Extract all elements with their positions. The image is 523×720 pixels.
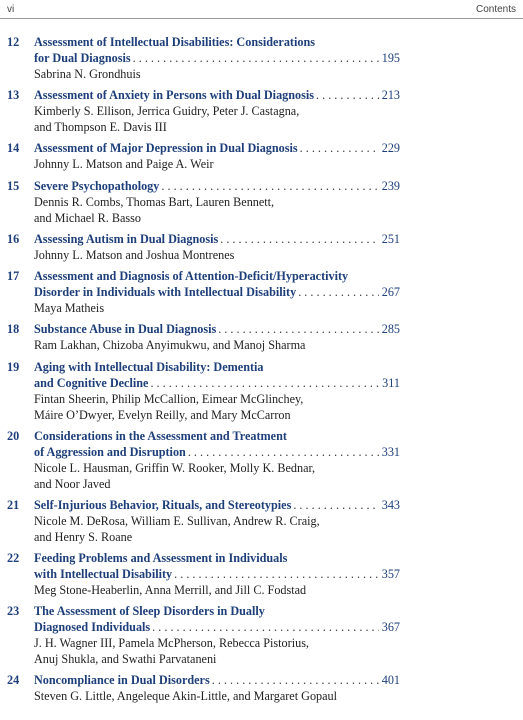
author-line: Kimberly S. Ellison, Jerrica Guidry, Peter J. Castagna, [34,104,300,118]
page-number-link[interactable]: 267 [381,285,400,299]
toc-entry[interactable] [7,550,517,598]
chapter-title-text: Assessment of Anxiety in Persons with Dual Diagnosis [34,88,314,102]
dot-leader [133,50,379,66]
author-line: Anuj Shukla, and Swathi Parvataneni [34,652,217,666]
chapter-title-line[interactable] [34,140,400,156]
author-line: Steven G. Little, Angeleque Akin-Little, and Margaret Gopaul [34,689,338,703]
chapter-number: 16 [7,232,20,246]
dot-leader [316,87,379,103]
author-line: Sabrina N. Grondhuis [34,67,141,81]
page-number-link[interactable]: 367 [381,620,400,634]
dot-leader [161,178,378,194]
chapter-title-text: Self-Injurious Behavior, Rituals, and Stereotypies [34,498,292,512]
toc-entry[interactable] [7,87,517,135]
author-line: Nicole L. Hausman, Griffin W. Rooker, Molly K. Bednar, [34,461,316,475]
author-line: and Henry S. Roane [34,530,133,544]
author-line: Fintan Sheerin, Philip McCallion, Eimear McGlinchey, [34,392,304,406]
author-line: and Michael R. Basso [34,211,141,225]
author-line: Maya Matheis [34,301,105,315]
toc-entry[interactable] [7,359,517,423]
chapter-number: 23 [7,604,20,618]
chapter-title-text: Diagnosed Individuals [34,620,151,634]
chapter-number: 19 [7,360,20,374]
author-line: Nicole M. DeRosa, William E. Sullivan, Andrew R. Craig, [34,514,320,528]
author-line: Johnny L. Matson and Paige A. Weir [34,157,214,171]
author-line: and Thompson E. Davis III [34,120,167,134]
chapter-title-line[interactable]: Aging with Intellectual Disability: Dementia [34,360,264,374]
page-number-link[interactable]: 239 [381,179,400,193]
chapter-title-text: and Cognitive Decline [34,376,149,390]
page-number-link[interactable]: 195 [381,51,400,65]
page-number-link[interactable]: 285 [381,322,400,336]
chapter-title-line[interactable] [34,672,400,688]
dot-leader [150,375,379,391]
toc-entry[interactable] [7,672,517,704]
author-line: and Noor Javed [34,477,111,491]
chapter-title-text: Assessing Autism in Dual Diagnosis [34,232,219,246]
dot-leader [293,497,378,513]
chapter-title-line[interactable] [34,375,400,391]
chapter-title-text: Assessment of Major Depression in Dual Diagnosis [34,141,298,155]
chapter-number: 18 [7,322,20,336]
dot-leader [220,231,379,247]
chapter-title-line[interactable] [34,284,400,300]
chapter-title-line[interactable]: Assessment of Intellectual Disabilities: Considerations [34,35,315,49]
page-number-link[interactable]: 357 [381,567,400,581]
page-number-link[interactable]: 311 [382,376,400,390]
chapter-title-text: with Intellectual Disability [34,567,173,581]
dot-leader [218,321,379,337]
chapter-title-line[interactable] [34,87,400,103]
chapter-number: 13 [7,88,20,102]
dot-leader [212,672,379,688]
chapter-title-line[interactable]: Feeding Problems and Assessment in Individuals [34,551,288,565]
chapter-title-line[interactable]: Considerations in the Assessment and Treatment [34,429,287,443]
chapter-title-text: for Dual Diagnosis [34,51,131,65]
chapter-title-line[interactable] [34,178,400,194]
chapter-number: 20 [7,429,20,443]
toc-entry[interactable] [7,140,517,172]
toc-entry[interactable] [7,497,517,545]
chapter-number: 21 [7,498,20,512]
running-header: Contents [475,4,516,15]
page-number-link[interactable]: 401 [381,673,400,687]
chapter-title-line[interactable] [34,566,400,582]
author-line: Johnny L. Matson and Joshua Montrenes [34,248,235,262]
chapter-number: 12 [7,35,20,49]
chapter-title-text: Disorder in Individuals with Intellectual Disability [34,285,297,299]
chapter-title-text: of Aggression and Disruption [34,445,186,459]
toc-entry[interactable] [7,231,517,263]
author-line: Ram Lakhan, Chizoba Anyimukwu, and Manoj Sharma [34,338,306,352]
author-line: Meg Stone-Heaberlin, Anna Merrill, and Jill C. Fodstad [34,583,307,597]
chapter-number: 17 [7,269,20,283]
chapter-number: 22 [7,551,20,565]
toc-entry[interactable] [7,321,517,353]
chapter-title-line[interactable] [34,497,400,513]
table-of-contents [7,34,517,704]
dot-leader [300,140,379,156]
chapter-title-line[interactable] [34,50,400,66]
chapter-number: 24 [7,673,20,687]
chapter-number: 14 [7,141,20,155]
page-number: vi [7,4,15,15]
page-number-link[interactable]: 343 [381,498,400,512]
dot-leader [174,566,379,582]
toc-entry[interactable] [7,428,517,492]
page-number-link[interactable]: 331 [381,445,400,459]
author-line: Dennis R. Combs, Thomas Bart, Lauren Bennett, [34,195,275,209]
header-rule [0,18,523,19]
chapter-title-text: Severe Psychopathology [34,179,160,193]
toc-entry[interactable] [7,178,517,226]
chapter-title-text: Substance Abuse in Dual Diagnosis [34,322,217,336]
chapter-title-text: Noncompliance in Dual Disorders [34,673,210,687]
page-number-link[interactable]: 213 [381,88,400,102]
toc-entry[interactable] [7,268,517,316]
dot-leader [188,444,379,460]
page-number-link[interactable]: 229 [381,141,400,155]
toc-entry[interactable] [7,34,517,82]
author-line: Máire O’Dwyer, Evelyn Reilly, and Mary McCarron [34,408,291,422]
toc-entry[interactable] [7,603,517,667]
author-line: J. H. Wagner III, Pamela McPherson, Rebecca Pistorius, [34,636,309,650]
chapter-title-line[interactable] [34,619,400,635]
chapter-title-line[interactable]: The Assessment of Sleep Disorders in Dually [34,604,265,618]
chapter-title-line[interactable] [34,321,400,337]
chapter-title-line[interactable]: Assessment and Diagnosis of Attention-Deficit/Hyperactivity [34,269,349,283]
chapter-title-line[interactable] [34,444,400,460]
page-number-link[interactable]: 251 [381,232,400,246]
chapter-title-line[interactable] [34,231,400,247]
dot-leader [298,284,379,300]
dot-leader [152,619,379,635]
chapter-number: 15 [7,179,20,193]
